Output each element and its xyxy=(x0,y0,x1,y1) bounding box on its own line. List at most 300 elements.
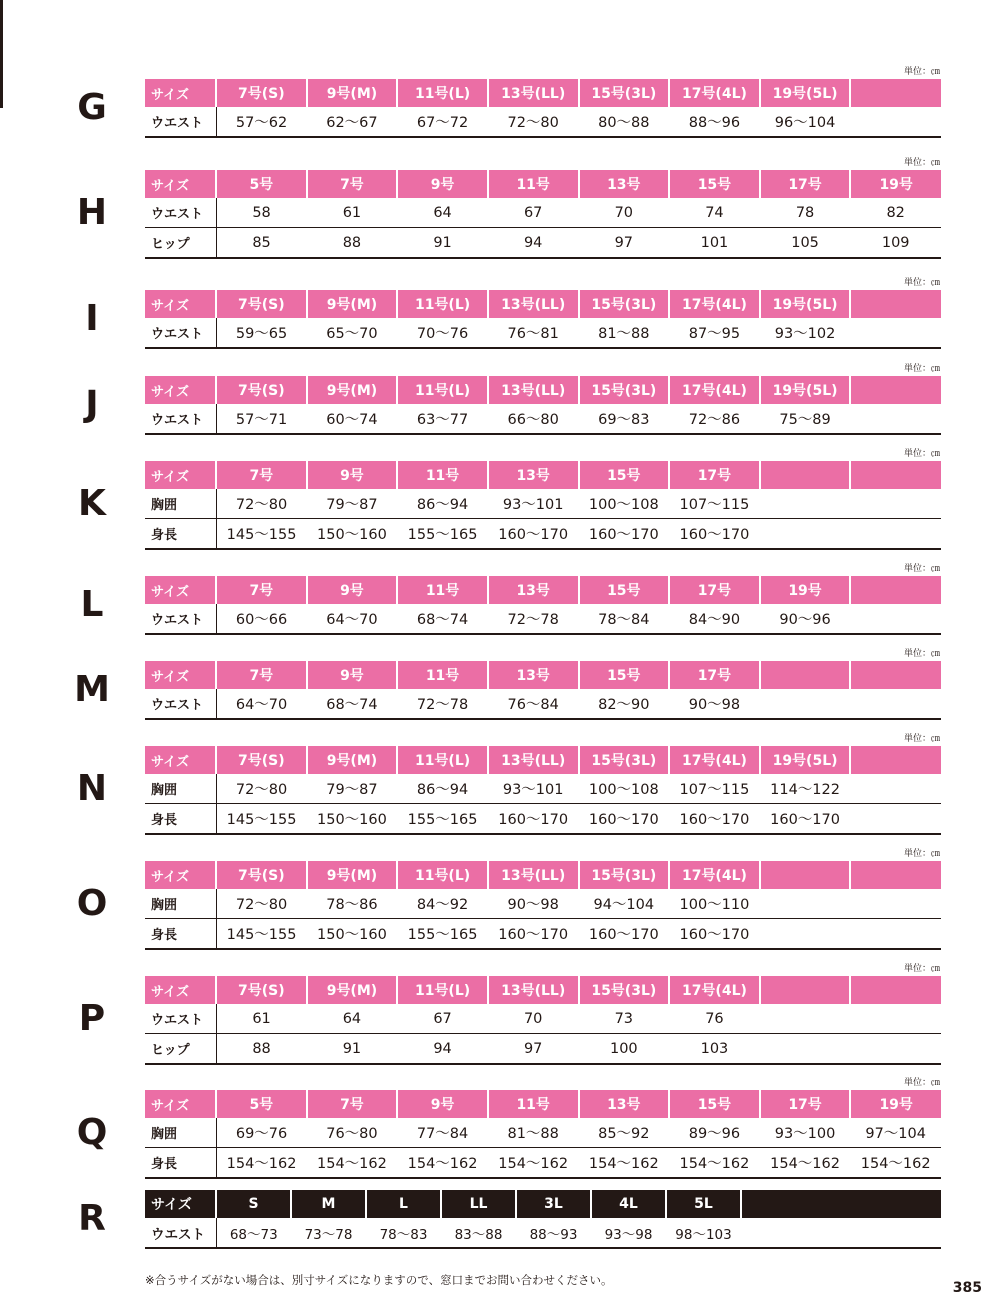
measurement-cell: 84〜90 xyxy=(669,604,760,634)
measurement-cell: 88 xyxy=(216,1034,307,1065)
table-row xyxy=(145,228,941,259)
measurement-cell: 150〜160 xyxy=(307,919,398,950)
measurement-cell: 88〜96 xyxy=(669,107,760,137)
measurement-cell: 107〜115 xyxy=(669,489,760,519)
measurement-cell: 154〜162 xyxy=(216,1148,307,1179)
size-header-cell: M xyxy=(291,1190,366,1218)
row-label: ウエスト xyxy=(145,689,216,719)
size-header-cell: 13号 xyxy=(488,576,579,604)
table-row xyxy=(145,889,941,919)
header-label: サイズ xyxy=(145,461,216,489)
size-header-cell: 9号(M) xyxy=(307,290,398,318)
header-row xyxy=(145,170,941,198)
measurement-cell: 155〜165 xyxy=(397,919,488,950)
measurement-cell xyxy=(760,689,851,719)
size-header-cell xyxy=(850,661,941,689)
size-table xyxy=(145,376,941,435)
size-header-cell: 7号(S) xyxy=(216,376,307,404)
measurement-cell: 61 xyxy=(307,198,398,228)
measurement-cell xyxy=(760,519,851,550)
size-header-cell: 19号(5L) xyxy=(760,376,851,404)
row-label: 身長 xyxy=(145,919,216,950)
size-header-cell: 13号(LL) xyxy=(488,746,579,774)
measurement-cell: 93〜102 xyxy=(760,318,851,348)
measurement-cell: 70 xyxy=(579,198,670,228)
row-filler xyxy=(741,1218,941,1248)
header-label: サイズ xyxy=(145,1190,216,1218)
measurement-cell: 93〜101 xyxy=(488,489,579,519)
header-row xyxy=(145,976,941,1004)
unit-label: 単位：㎝ xyxy=(903,649,940,659)
size-header-cell: 7号(S) xyxy=(216,746,307,774)
size-header-cell xyxy=(850,79,941,107)
measurement-cell: 67 xyxy=(397,1004,488,1034)
size-header-cell: 17号(4L) xyxy=(669,79,760,107)
size-header-cell: 17号 xyxy=(760,1090,851,1118)
row-label: 胸囲 xyxy=(145,774,216,804)
measurement-cell: 94 xyxy=(488,228,579,259)
size-header-cell: 9号 xyxy=(307,661,398,689)
measurement-cell: 154〜162 xyxy=(397,1148,488,1179)
measurement-cell xyxy=(850,1034,941,1065)
measurement-cell: 66〜80 xyxy=(488,404,579,434)
size-header-cell: 7号 xyxy=(216,461,307,489)
size-header-cell: 11号(L) xyxy=(397,79,488,107)
size-header-cell: 9号(M) xyxy=(307,976,398,1004)
header-label: サイズ xyxy=(145,79,216,107)
measurement-cell: 69〜83 xyxy=(579,404,670,434)
measurement-cell: 76〜80 xyxy=(307,1118,398,1148)
row-label: ウエスト xyxy=(145,1218,216,1248)
unit-label: 単位：㎝ xyxy=(903,564,940,574)
header-row xyxy=(145,461,941,489)
table-row xyxy=(145,774,941,804)
measurement-cell: 88〜93 xyxy=(516,1218,591,1248)
measurement-cell: 74 xyxy=(669,198,760,228)
size-header-cell: 9号(M) xyxy=(307,746,398,774)
page-number: 385 xyxy=(952,1280,982,1296)
measurement-cell: 73 xyxy=(579,1004,670,1034)
header-label: サイズ xyxy=(145,376,216,404)
measurement-cell xyxy=(850,889,941,919)
table-row xyxy=(145,1118,941,1148)
measurement-cell: 60〜74 xyxy=(307,404,398,434)
measurement-cell: 101 xyxy=(669,228,760,259)
table-row xyxy=(145,318,941,348)
measurement-cell: 88 xyxy=(307,228,398,259)
row-label: ヒップ xyxy=(145,1034,216,1065)
measurement-cell: 84〜92 xyxy=(397,889,488,919)
size-header-cell xyxy=(760,976,851,1004)
measurement-cell: 79〜87 xyxy=(307,774,398,804)
size-header-cell: 9号 xyxy=(307,461,398,489)
row-label: 身長 xyxy=(145,519,216,550)
header-label: サイズ xyxy=(145,746,216,774)
size-header-cell: 11号(L) xyxy=(397,746,488,774)
measurement-cell: 78〜86 xyxy=(307,889,398,919)
measurement-cell: 154〜162 xyxy=(850,1148,941,1179)
measurement-cell: 62〜67 xyxy=(307,107,398,137)
unit-label: 単位：㎝ xyxy=(903,964,940,974)
measurement-cell: 72〜78 xyxy=(488,604,579,634)
measurement-cell: 68〜74 xyxy=(307,689,398,719)
unit-label: 単位：㎝ xyxy=(903,1078,940,1088)
size-table xyxy=(145,661,941,720)
size-header-cell: 15号(3L) xyxy=(579,376,670,404)
size-header-cell: 9号 xyxy=(397,1090,488,1118)
size-header-cell: 15号 xyxy=(579,576,670,604)
measurement-cell: 91 xyxy=(307,1034,398,1065)
table-row xyxy=(145,604,941,634)
section-letter: M xyxy=(74,668,110,710)
measurement-cell xyxy=(850,107,941,137)
measurement-cell: 96〜104 xyxy=(760,107,851,137)
size-header-cell: 7号(S) xyxy=(216,861,307,889)
size-header-cell xyxy=(850,290,941,318)
size-header-cell: 15号 xyxy=(669,1090,760,1118)
unit-label: 単位：㎝ xyxy=(903,278,940,288)
header-row xyxy=(145,290,941,318)
size-header-cell: 5号 xyxy=(216,1090,307,1118)
size-header-cell: 5L xyxy=(666,1190,741,1218)
measurement-cell xyxy=(850,519,941,550)
measurement-cell: 68〜74 xyxy=(397,604,488,634)
measurement-cell: 91 xyxy=(397,228,488,259)
size-header-cell: 19号(5L) xyxy=(760,746,851,774)
size-header-cell: 9号(M) xyxy=(307,861,398,889)
size-header-cell: 13号(LL) xyxy=(488,376,579,404)
header-label: サイズ xyxy=(145,576,216,604)
size-header-cell: 11号 xyxy=(488,170,579,198)
measurement-cell: 70〜76 xyxy=(397,318,488,348)
size-header-cell: 17号(4L) xyxy=(669,746,760,774)
measurement-cell: 77〜84 xyxy=(397,1118,488,1148)
size-header-cell: 11号 xyxy=(397,576,488,604)
size-header-cell: 15号(3L) xyxy=(579,861,670,889)
measurement-cell: 93〜101 xyxy=(488,774,579,804)
size-header-cell: LL xyxy=(441,1190,516,1218)
size-header-cell: 4L xyxy=(591,1190,666,1218)
measurement-cell: 76〜81 xyxy=(488,318,579,348)
row-label: ウエスト xyxy=(145,318,216,348)
size-header-cell xyxy=(850,376,941,404)
section-letter: I xyxy=(85,297,99,339)
size-header-cell: 11号(L) xyxy=(397,290,488,318)
measurement-cell: 59〜65 xyxy=(216,318,307,348)
measurement-cell: 90〜98 xyxy=(669,689,760,719)
measurement-cell: 85 xyxy=(216,228,307,259)
size-header-cell: 19号 xyxy=(850,170,941,198)
measurement-cell: 155〜165 xyxy=(397,804,488,835)
measurement-cell: 57〜71 xyxy=(216,404,307,434)
table-row xyxy=(145,919,941,950)
unit-label: 単位：㎝ xyxy=(903,364,940,374)
measurement-cell: 64 xyxy=(397,198,488,228)
measurement-cell: 160〜170 xyxy=(488,519,579,550)
size-table xyxy=(145,461,941,550)
size-header-cell: 5号 xyxy=(216,170,307,198)
header-label: サイズ xyxy=(145,1090,216,1118)
section-letter: P xyxy=(78,998,106,1039)
header-row xyxy=(145,861,941,889)
size-header-cell: 7号(S) xyxy=(216,976,307,1004)
measurement-cell: 60〜66 xyxy=(216,604,307,634)
size-header-cell: 9号 xyxy=(307,576,398,604)
measurement-cell: 114〜122 xyxy=(760,774,851,804)
row-label: ウエスト xyxy=(145,404,216,434)
size-header-cell: 17号 xyxy=(669,661,760,689)
table-row xyxy=(145,1004,941,1034)
size-header-cell: 13号 xyxy=(579,170,670,198)
measurement-cell xyxy=(850,919,941,950)
section-letter: O xyxy=(76,883,108,924)
footnote: ※合うサイズがない場合は、別寸サイズになりますので、窓口までお問い合わせください。 xyxy=(145,1273,613,1287)
measurement-cell: 83〜88 xyxy=(441,1218,516,1248)
measurement-cell: 160〜170 xyxy=(760,804,851,835)
table-row xyxy=(145,404,941,434)
measurement-cell xyxy=(760,1034,851,1065)
row-label: ウエスト xyxy=(145,1004,216,1034)
measurement-cell: 85〜92 xyxy=(579,1118,670,1148)
size-table xyxy=(145,170,941,259)
size-header-cell: 7号 xyxy=(307,1090,398,1118)
size-header-cell xyxy=(760,661,851,689)
size-header-cell: 11号 xyxy=(488,1090,579,1118)
measurement-cell: 154〜162 xyxy=(488,1148,579,1179)
header-label: サイズ xyxy=(145,170,216,198)
section-letter: G xyxy=(77,86,107,128)
measurement-cell xyxy=(850,404,941,434)
measurement-cell: 100〜108 xyxy=(579,774,670,804)
size-header-cell: 11号(L) xyxy=(397,861,488,889)
measurement-cell: 97 xyxy=(579,228,670,259)
header-label: サイズ xyxy=(145,290,216,318)
size-header-cell: 13号(LL) xyxy=(488,79,579,107)
section-letter: R xyxy=(78,1197,106,1239)
unit-label: 単位：㎝ xyxy=(903,734,940,744)
measurement-cell: 70 xyxy=(488,1004,579,1034)
size-header-cell xyxy=(850,576,941,604)
size-header-cell: 17号 xyxy=(669,461,760,489)
unit-label: 単位：㎝ xyxy=(903,849,940,859)
measurement-cell xyxy=(850,604,941,634)
size-header-cell: 11号(L) xyxy=(397,376,488,404)
measurement-cell: 93〜100 xyxy=(760,1118,851,1148)
measurement-cell xyxy=(850,489,941,519)
measurement-cell: 69〜76 xyxy=(216,1118,307,1148)
measurement-cell: 89〜96 xyxy=(669,1118,760,1148)
header-row xyxy=(145,376,941,404)
measurement-cell: 64〜70 xyxy=(307,604,398,634)
size-header-cell: 9号 xyxy=(397,170,488,198)
size-header-cell: S xyxy=(216,1190,291,1218)
measurement-cell: 160〜170 xyxy=(669,519,760,550)
size-table xyxy=(145,1190,941,1249)
section-letter: L xyxy=(80,583,104,625)
measurement-cell: 80〜88 xyxy=(579,107,670,137)
table-row xyxy=(145,689,941,719)
size-header-cell xyxy=(850,746,941,774)
measurement-cell: 64 xyxy=(307,1004,398,1034)
size-header-cell: 17号(4L) xyxy=(669,861,760,889)
measurement-cell: 58 xyxy=(216,198,307,228)
size-table xyxy=(145,861,941,950)
measurement-cell: 82〜90 xyxy=(579,689,670,719)
size-header-cell: 15号(3L) xyxy=(579,976,670,1004)
measurement-cell: 67 xyxy=(488,198,579,228)
measurement-cell: 103 xyxy=(669,1034,760,1065)
measurement-cell: 93〜98 xyxy=(591,1218,666,1248)
measurement-cell: 72〜80 xyxy=(216,489,307,519)
measurement-cell: 64〜70 xyxy=(216,689,307,719)
table-row xyxy=(145,1218,941,1248)
section-letter: H xyxy=(76,192,108,233)
measurement-cell xyxy=(760,889,851,919)
row-label: 胸囲 xyxy=(145,889,216,919)
section-letter: J xyxy=(85,383,99,425)
size-header-cell: 15号 xyxy=(579,461,670,489)
section-letter: N xyxy=(76,768,108,809)
section-letter: K xyxy=(78,483,106,524)
size-header-cell: 7号(S) xyxy=(216,290,307,318)
row-label: 身長 xyxy=(145,804,216,835)
measurement-cell: 94 xyxy=(397,1034,488,1065)
size-header-cell xyxy=(850,861,941,889)
measurement-cell xyxy=(850,1004,941,1034)
measurement-cell: 97〜104 xyxy=(850,1118,941,1148)
measurement-cell: 65〜70 xyxy=(307,318,398,348)
size-header-cell xyxy=(850,461,941,489)
measurement-cell: 160〜170 xyxy=(488,804,579,835)
header-row xyxy=(145,576,941,604)
measurement-cell xyxy=(850,689,941,719)
size-header-cell: 19号(5L) xyxy=(760,79,851,107)
size-header-cell: 17号 xyxy=(669,576,760,604)
row-label: ウエスト xyxy=(145,198,216,228)
page-edge-bar xyxy=(0,0,3,108)
measurement-cell: 160〜170 xyxy=(488,919,579,950)
size-header-cell: 15号 xyxy=(579,661,670,689)
header-row xyxy=(145,661,941,689)
header-label: サイズ xyxy=(145,861,216,889)
size-header-cell: 9号(M) xyxy=(307,376,398,404)
size-header-cell: 17号(4L) xyxy=(669,376,760,404)
table-row xyxy=(145,107,941,137)
unit-label: 単位：㎝ xyxy=(903,158,940,168)
measurement-cell: 72〜80 xyxy=(488,107,579,137)
measurement-cell: 81〜88 xyxy=(579,318,670,348)
unit-label: 単位：㎝ xyxy=(903,449,940,459)
row-label: ヒップ xyxy=(145,228,216,259)
measurement-cell: 160〜170 xyxy=(669,804,760,835)
measurement-cell: 90〜96 xyxy=(760,604,851,634)
size-header-cell: 13号(LL) xyxy=(488,290,579,318)
size-header-cell: 13号(LL) xyxy=(488,976,579,1004)
size-header-cell: 7号 xyxy=(216,661,307,689)
measurement-cell: 150〜160 xyxy=(307,519,398,550)
size-table xyxy=(145,1090,941,1179)
row-label: ウエスト xyxy=(145,604,216,634)
size-header-cell: 9号(M) xyxy=(307,79,398,107)
measurement-cell: 100 xyxy=(579,1034,670,1065)
size-header-cell: 17号(4L) xyxy=(669,290,760,318)
measurement-cell: 79〜87 xyxy=(307,489,398,519)
measurement-cell: 72〜86 xyxy=(669,404,760,434)
size-header-cell: 13号 xyxy=(488,661,579,689)
size-table xyxy=(145,746,941,835)
measurement-cell: 57〜62 xyxy=(216,107,307,137)
measurement-cell: 160〜170 xyxy=(579,919,670,950)
size-header-cell: 11号 xyxy=(397,461,488,489)
measurement-cell: 160〜170 xyxy=(579,804,670,835)
size-table xyxy=(145,576,941,635)
size-header-cell: 7号 xyxy=(307,170,398,198)
measurement-cell: 72〜80 xyxy=(216,774,307,804)
size-header-cell xyxy=(850,976,941,1004)
unit-label: 単位：㎝ xyxy=(903,67,940,77)
size-header-cell: 7号 xyxy=(216,576,307,604)
measurement-cell xyxy=(850,318,941,348)
size-header-cell: 17号(4L) xyxy=(669,976,760,1004)
size-header-cell: 3L xyxy=(516,1190,591,1218)
size-header-cell: 19号 xyxy=(760,576,851,604)
table-row xyxy=(145,1034,941,1065)
measurement-cell: 73〜78 xyxy=(291,1218,366,1248)
size-header-cell xyxy=(760,461,851,489)
measurement-cell: 87〜95 xyxy=(669,318,760,348)
measurement-cell: 90〜98 xyxy=(488,889,579,919)
measurement-cell: 86〜94 xyxy=(397,489,488,519)
measurement-cell: 154〜162 xyxy=(760,1148,851,1179)
measurement-cell: 75〜89 xyxy=(760,404,851,434)
measurement-cell: 145〜155 xyxy=(216,919,307,950)
size-header-cell: 13号 xyxy=(579,1090,670,1118)
measurement-cell xyxy=(760,489,851,519)
measurement-cell: 145〜155 xyxy=(216,804,307,835)
measurement-cell xyxy=(760,919,851,950)
measurement-cell: 100〜110 xyxy=(669,889,760,919)
row-label: 身長 xyxy=(145,1148,216,1179)
size-header-cell: 15号(3L) xyxy=(579,79,670,107)
measurement-cell: 72〜78 xyxy=(397,689,488,719)
measurement-cell: 154〜162 xyxy=(669,1148,760,1179)
size-table xyxy=(145,290,941,349)
measurement-cell: 145〜155 xyxy=(216,519,307,550)
measurement-cell: 76 xyxy=(669,1004,760,1034)
table-row xyxy=(145,489,941,519)
row-label: 胸囲 xyxy=(145,489,216,519)
measurement-cell: 72〜80 xyxy=(216,889,307,919)
size-header-cell: 7号(S) xyxy=(216,79,307,107)
measurement-cell: 100〜108 xyxy=(579,489,670,519)
header-row xyxy=(145,746,941,774)
header-row xyxy=(145,1190,941,1218)
section-letter: Q xyxy=(76,1112,108,1153)
size-header-cell: 15号(3L) xyxy=(579,746,670,774)
measurement-cell xyxy=(760,1004,851,1034)
size-header-cell: 11号 xyxy=(397,661,488,689)
row-label: ウエスト xyxy=(145,107,216,137)
measurement-cell: 78〜83 xyxy=(366,1218,441,1248)
measurement-cell: 76〜84 xyxy=(488,689,579,719)
size-header-cell xyxy=(760,861,851,889)
measurement-cell: 160〜170 xyxy=(669,919,760,950)
measurement-cell xyxy=(850,804,941,835)
measurement-cell: 160〜170 xyxy=(579,519,670,550)
size-header-cell: 15号(3L) xyxy=(579,290,670,318)
size-header-cell: 11号(L) xyxy=(397,976,488,1004)
table-row xyxy=(145,1148,941,1179)
